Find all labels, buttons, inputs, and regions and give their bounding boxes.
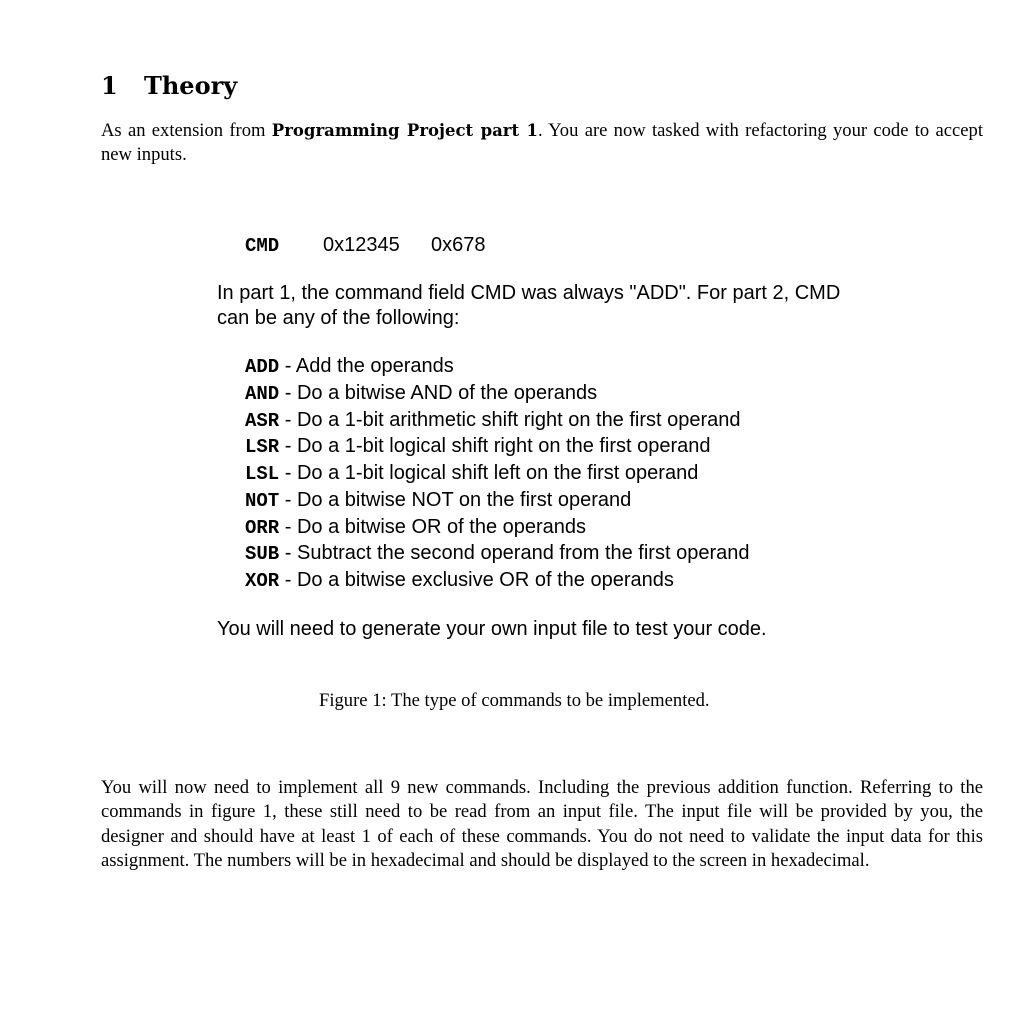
command-item <box>245 487 749 514</box>
command-description: - Do a bitwise AND of the operands <box>279 381 598 404</box>
command-description: - Do a bitwise NOT on the first operand <box>279 488 632 511</box>
command-description: - Add the operands <box>279 355 454 377</box>
command-description: - Do a 1-bit logical shift right on the first operand <box>279 435 711 458</box>
body-paragraph: You will now need to implement all 9 new commands. Including the previous addition function. Referring to the commands in figure 1, these still need to be read from an input file. The input file will be provided by you, the designer and should have at least 1 of each of these commands. You do not need to validate the input data for this assignment. The numbers will be in hexadecimal and should be displayed to the screen in hexadecimal. <box>101 777 983 872</box>
command-name: AND <box>245 382 280 405</box>
intro-prefix: As an extension from <box>101 120 272 141</box>
section-title: Theory <box>144 71 238 100</box>
command-description: - Do a bitwise exclusive OR of the operands <box>279 569 674 591</box>
command-name: LSL <box>245 463 280 485</box>
intro-bold: Programming Project part 1 <box>271 121 538 140</box>
command-description: - Do a bitwise OR of the operands <box>279 515 587 538</box>
command-name: ASR <box>245 409 280 432</box>
figure-caption: Figure 1: The type of commands to be implemented. <box>319 690 710 711</box>
format-operand-2: 0x678 <box>431 234 486 256</box>
command-name: LSR <box>245 436 280 459</box>
command-item <box>245 514 749 541</box>
command-item <box>245 540 749 567</box>
section-heading <box>101 70 237 102</box>
command-list <box>245 353 749 594</box>
command-name: NOT <box>245 489 280 512</box>
figure-paragraph: In part 1, the command field CMD was always "ADD". For part 2, CMD can be any of the following: <box>217 282 841 329</box>
command-name: ORR <box>245 516 280 539</box>
command-item <box>245 353 749 380</box>
command-format-line <box>245 231 486 260</box>
command-item <box>245 380 749 407</box>
command-name: XOR <box>245 570 280 592</box>
section-number: 1 <box>101 71 118 100</box>
command-item <box>245 433 749 460</box>
figure-footer: You will need to generate your own input file to test your code. <box>217 618 767 640</box>
command-description: - Do a 1-bit arithmetic shift right on the first operand <box>279 408 741 431</box>
command-item <box>245 407 749 434</box>
command-description: - Subtract the second operand from the first operand <box>279 542 750 565</box>
command-name: ADD <box>245 356 280 378</box>
format-operand-1: 0x12345 <box>323 234 400 256</box>
command-item <box>245 460 749 487</box>
format-cmd: CMD <box>245 235 280 257</box>
command-description: - Do a 1-bit logical shift left on the first operand <box>279 462 699 484</box>
intro-paragraph <box>101 119 983 167</box>
command-name: SUB <box>245 543 280 566</box>
command-item <box>245 567 749 594</box>
intro-suffix: . You are now tasked with refactoring your code to accept new inputs. <box>101 120 983 165</box>
